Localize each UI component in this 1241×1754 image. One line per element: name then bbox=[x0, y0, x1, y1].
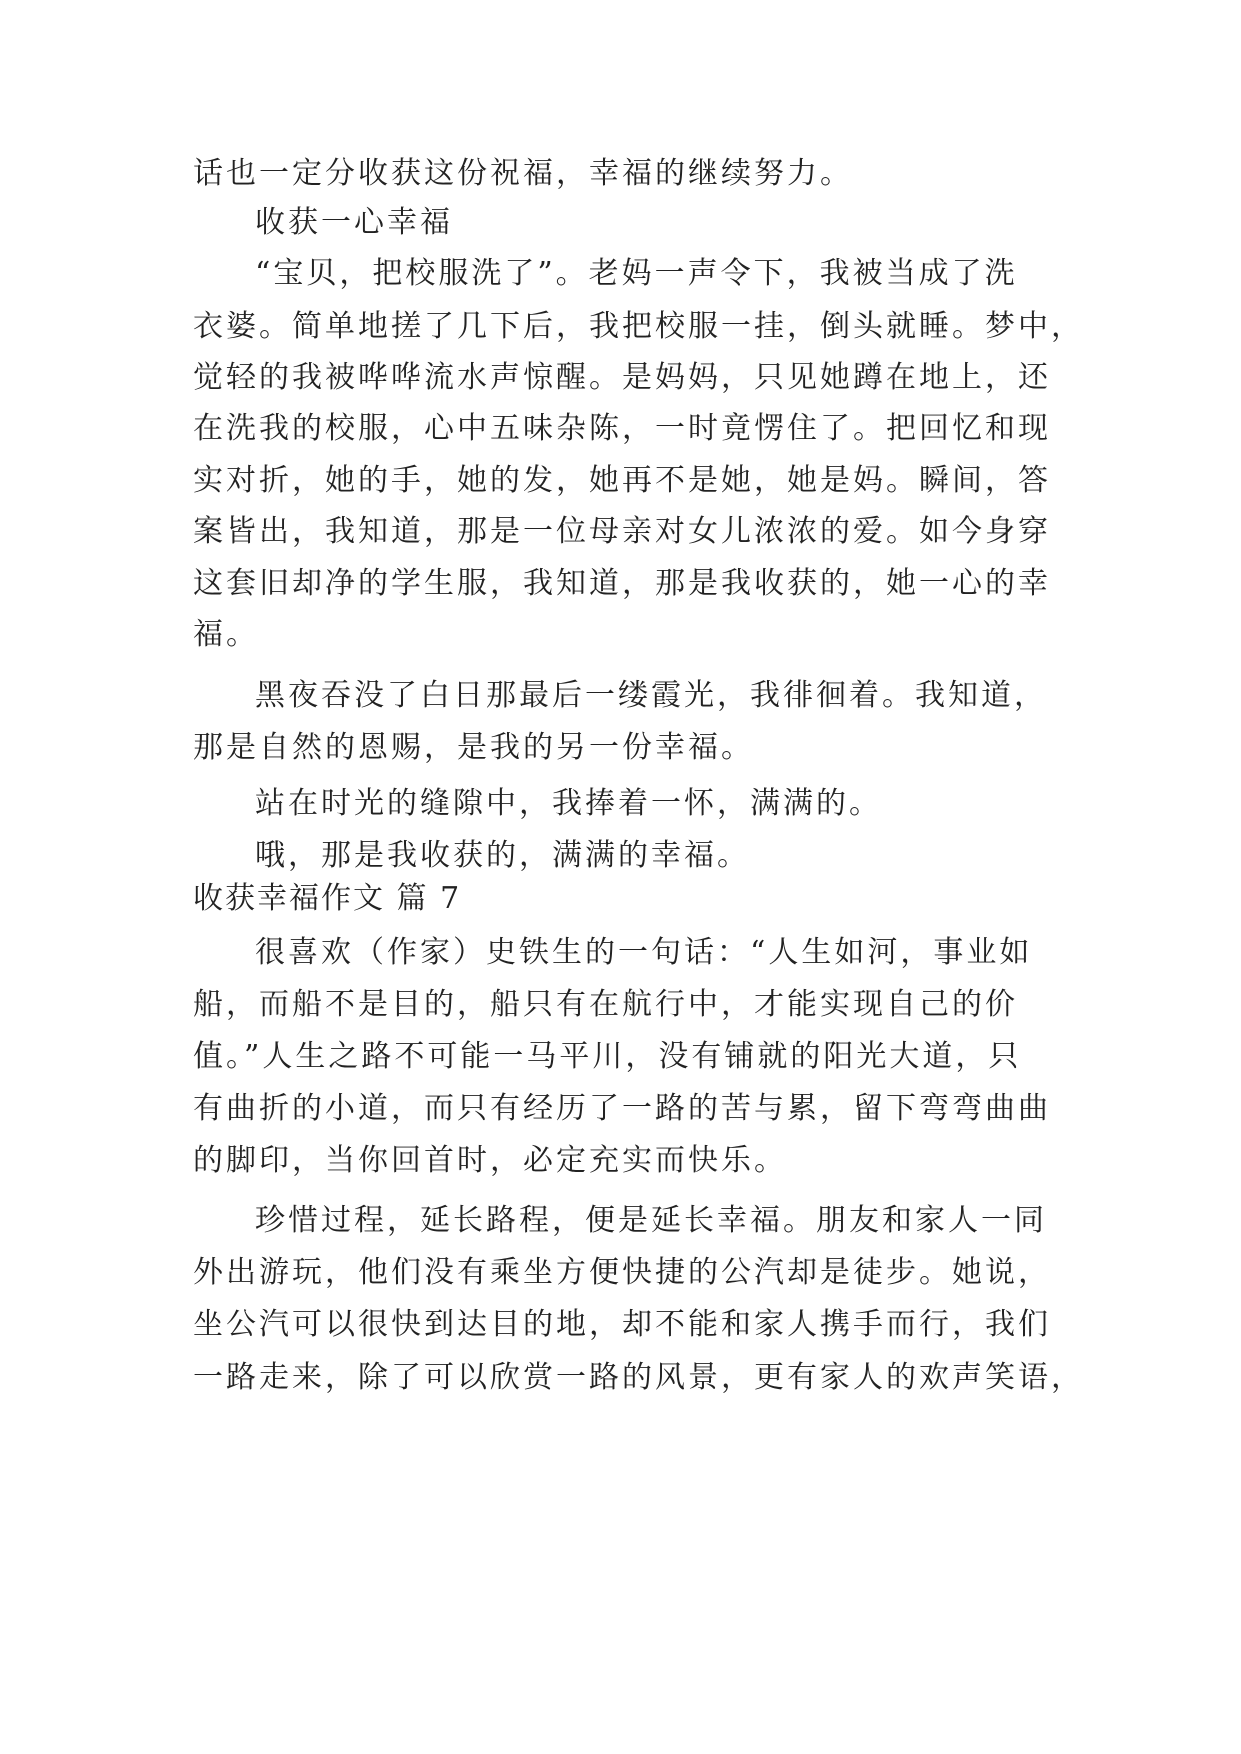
text-line: 衣婆。简单地搓了几下后，我把校服一挂，倒头就睡。梦中， bbox=[193, 309, 1084, 344]
section-heading: 收获幸福作文 篇 7 bbox=[193, 881, 462, 916]
text-line: “宝贝，把校服洗了”。老妈一声令下，我被当成了洗 bbox=[255, 256, 1018, 291]
text-line: 觉轻的我被哗哗流水声惊醒。是妈妈，只见她蹲在地上，还 bbox=[193, 360, 1051, 395]
text-line: 珍惜过程，延长路程，便是延长幸福。朋友和家人一同 bbox=[255, 1203, 1047, 1238]
text-line: 值。”人生之路不可能一马平川，没有铺就的阳光大道，只 bbox=[193, 1039, 1022, 1074]
text-line: 案皆出，我知道，那是一位母亲对女儿浓浓的爱。如今身穿 bbox=[193, 514, 1051, 549]
text-line: 船，而船不是目的，船只有在航行中，才能实现自己的价 bbox=[193, 987, 1018, 1022]
text-line: 黑夜吞没了白日那最后一缕霞光，我徘徊着。我知道， bbox=[255, 678, 1047, 713]
text-line: 这套旧却净的学生服，我知道，那是我收获的，她一心的幸 bbox=[193, 566, 1051, 601]
text-line: 很喜欢（作家）史铁生的一句话：“人生如河，事业如 bbox=[255, 935, 1033, 970]
text-line: 那是自然的恩赐，是我的另一份幸福。 bbox=[193, 730, 754, 765]
text-line: 福。 bbox=[193, 617, 259, 652]
text-line: 实对折，她的手，她的发，她再不是她，她是妈。瞬间，答 bbox=[193, 463, 1051, 498]
section-subtitle: 收获一心幸福 bbox=[255, 205, 453, 240]
text-line: 有曲折的小道，而只有经历了一路的苦与累，留下弯弯曲曲 bbox=[193, 1091, 1051, 1126]
text-line: 一路走来，除了可以欣赏一路的风景，更有家人的欢声笑语， bbox=[193, 1360, 1084, 1395]
text-line: 站在时光的缝隙中，我捧着一怀，满满的。 bbox=[255, 786, 882, 821]
text-line: 哦，那是我收获的，满满的幸福。 bbox=[255, 838, 750, 873]
text-line: 在洗我的校服，心中五味杂陈，一时竟愣住了。把回忆和现 bbox=[193, 411, 1051, 446]
text-line: 外出游玩，他们没有乘坐方便快捷的公汽却是徒步。她说， bbox=[193, 1255, 1051, 1290]
text-line: 话也一定分收获这份祝福，幸福的继续努力。 bbox=[193, 156, 853, 191]
text-line: 的脚印，当你回首时，必定充实而快乐。 bbox=[193, 1143, 787, 1178]
text-line: 坐公汽可以很快到达目的地，却不能和家人携手而行，我们 bbox=[193, 1307, 1051, 1342]
